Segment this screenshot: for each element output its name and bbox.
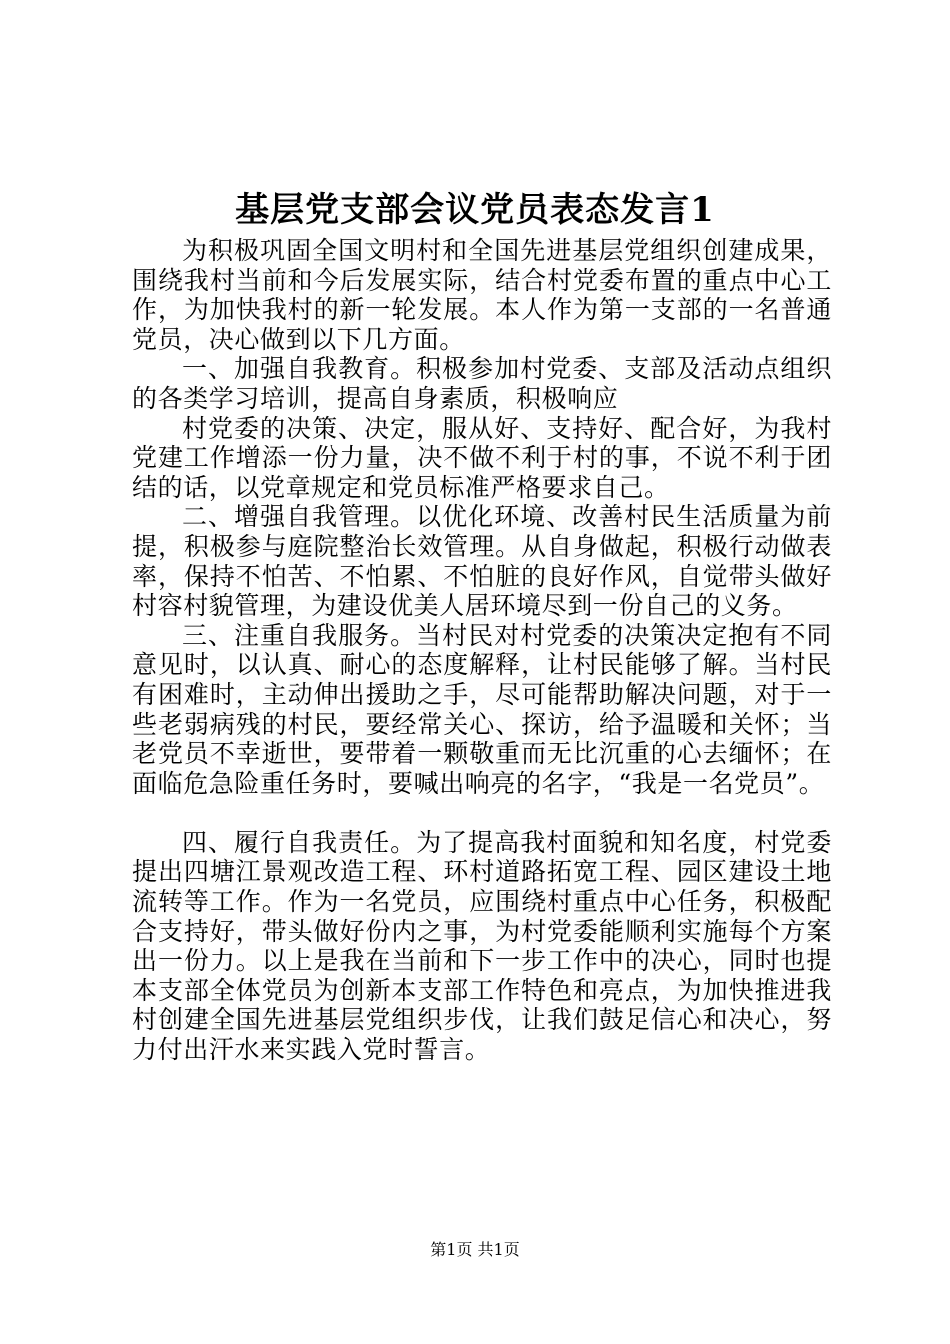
paragraph-section-4: 四、履行自我责任。为了提高我村面貌和知名度，村党委提出四塘江景观改造工程、环村道路拓宽工程、园区建设土地流转等工作。作为一名党员，应围绕村重点中心任务，积极配合支持好，带头做好份内之事，为村党委能顺利实施每个方案出一份力。以上是我在当前和下一步工作中的决心，同时也提本支部全体党员为创新本支部工作特色和亮点，为加快推进我村创建全国先进基层党组织步伐，让我们鼓足信心和决心，努力付出汗水来实践入党时誓言。 — [132, 827, 832, 1065]
paragraph-section-2: 二、增强自我管理。以优化环境、改善村民生活质量为前提，积极参与庭院整治长效管理。从自身做起，积极行动做表率，保持不怕苦、不怕累、不怕脏的良好作风，自觉带头做好村容村貌管理，为建设优美人居环境尽到一份自己的义务。 — [132, 502, 832, 621]
paragraph-gap — [132, 798, 832, 828]
paragraph-section-3: 三、注重自我服务。当村民对村党委的决策决定抱有不同意见时，以认真、耐心的态度解释，让村民能够了解。当村民有困难时，主动伸出援助之手，尽可能帮助解决问题，对于一些老弱病残的村民，要经常关心、探访，给予温暖和关怀；当老党员不幸逝世，要带着一颗敬重而无比沉重的心去缅怀；在面临危急险重任务时，要喊出响亮的名字，“我是一名党员”。 — [132, 620, 832, 798]
paragraph-intro: 为积极巩固全国文明村和全国先进基层党组织创建成果，围绕我村当前和今后发展实际，结合村党委布置的重点中心工作，为加快我村的新一轮发展。本人作为第一支部的一名普通党员，决心做到以下几方面。 — [132, 236, 832, 354]
paragraph-section-1-continued: 村党委的决策、决定，服从好、支持好、配合好，为我村党建工作增添一份力量，决不做不利于村的事，不说不利于团结的话，以党章规定和党员标准严格要求自己。 — [132, 413, 832, 502]
paragraph-section-1: 一、加强自我教育。积极参加村党委、支部及活动点组织的各类学习培训，提高自身素质，积极响应 — [132, 354, 832, 413]
document-body — [132, 236, 832, 1065]
document-title: 基层党支部会议党员表态发言1 — [235, 190, 715, 230]
page-footer: 第1页 共1页 — [430, 1240, 520, 1259]
